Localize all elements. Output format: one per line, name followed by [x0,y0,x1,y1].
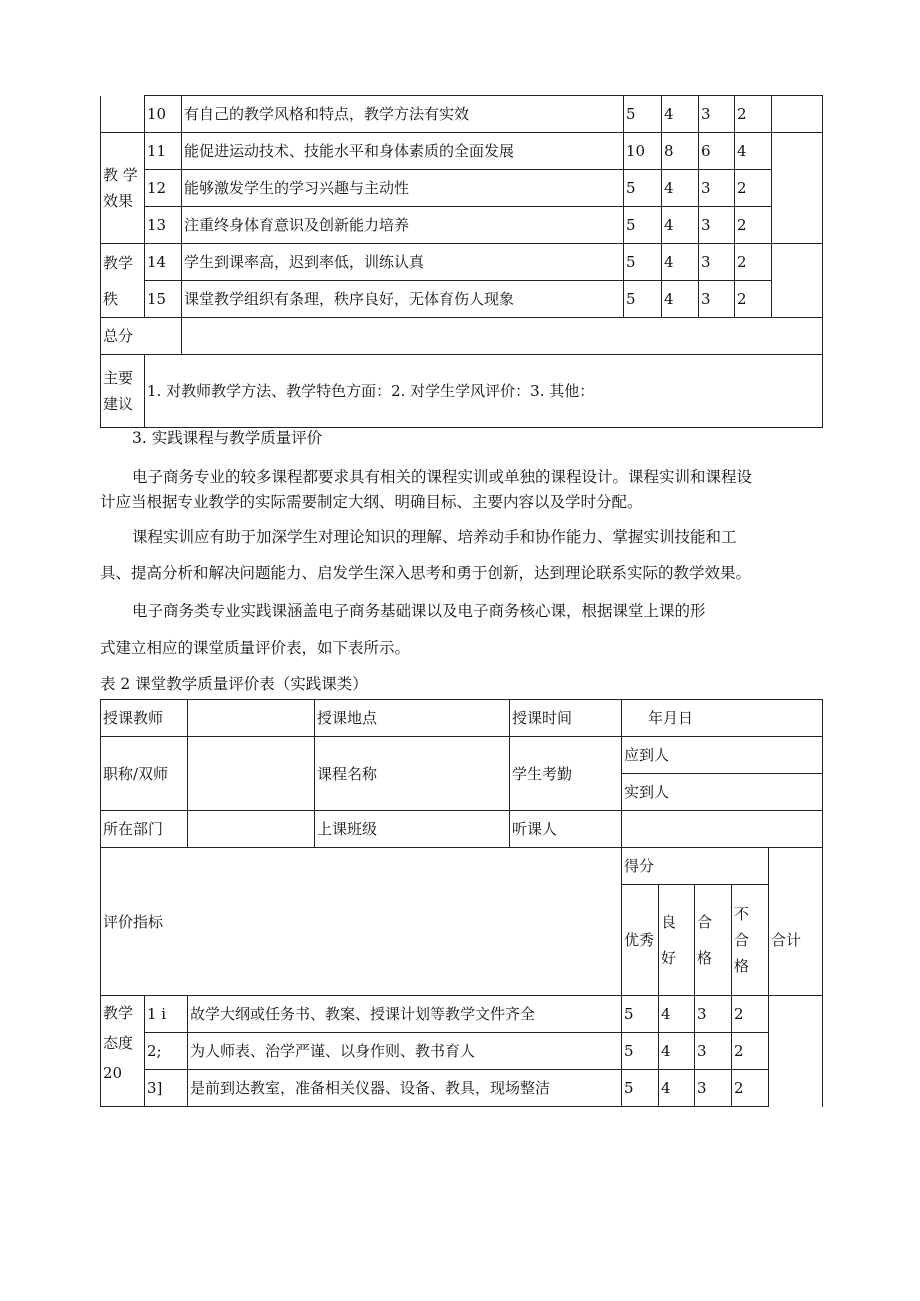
attendance-label: 学生考勤 [510,737,622,811]
row-number: 14 [145,244,182,281]
score-excellent: 5 [624,96,662,133]
table-row [101,207,823,244]
criterion-text: 能促进运动技术、技能水平和身体素质的全面发展 [182,133,624,170]
group-teaching-order [101,244,145,318]
row-number: 1 i [145,996,188,1033]
course-label: 课程名称 [315,737,510,811]
table-row [101,281,823,318]
score-fail: 2 [735,281,772,318]
actual-attend: 实到人 [622,774,823,811]
suggestion-label-line: 主要 [103,369,134,387]
score-good: 4 [659,1070,695,1107]
total-cell [772,133,823,244]
col-total: 合计 [769,885,823,996]
time-value: 年月日 [622,700,823,737]
score-good: 4 [659,996,695,1033]
score-pass: 3 [699,281,735,318]
group-cell [101,96,145,133]
location-label: 授课地点 [315,700,510,737]
score-fail: 2 [735,244,772,281]
row-number: 2; [145,1033,188,1070]
row-number: 3] [145,1070,188,1107]
col-good [659,885,695,996]
col-pass-line: 格 [697,949,713,967]
teacher-value [188,700,315,737]
total-cell [769,996,823,1107]
score-pass: 3 [699,96,735,133]
group-label-line: 教学 [103,253,134,272]
col-fail-line: 合 [734,931,750,949]
col-fail [732,885,769,996]
score-excellent: 5 [622,996,659,1033]
group-label-line: 20 [103,1064,123,1082]
score-fail: 2 [735,207,772,244]
score-good: 4 [662,207,699,244]
criterion-text: 故学大纲或任务书、教案、授课计划等教学文件齐全 [188,996,622,1033]
score-pass: 3 [699,170,735,207]
score-excellent: 5 [624,244,662,281]
score-pass: 3 [695,996,732,1033]
total-cell [772,244,823,318]
row-number: 10 [145,96,182,133]
class-label: 上课班级 [315,811,510,848]
suggestion-label-line: 建议 [103,395,134,413]
col-good-line: 良 [661,913,677,931]
score-excellent: 5 [624,170,662,207]
score-excellent: 10 [624,133,662,170]
score-good: 4 [662,281,699,318]
group-label-line: 态度 [103,1034,134,1052]
suggestion-label [101,355,145,428]
score-fail: 2 [735,170,772,207]
score-good: 4 [662,96,699,133]
group-label-line: 秩 [103,289,119,308]
teacher-label: 授课教师 [101,700,188,737]
score-good: 4 [662,170,699,207]
score-pass: 3 [699,207,735,244]
col-pass-line: 合 [697,913,713,931]
score-pass: 3 [695,1070,732,1107]
table-row [101,1033,823,1070]
table-row [101,170,823,207]
score-good: 8 [662,133,699,170]
paragraph-line: 具、提高分析和解决问题能力、启发学生深入思考和勇于创新，达到理论联系实际的教学效果。 [100,564,752,582]
score-fail: 2 [732,996,769,1033]
paragraph-line: 电子商务专业的较多课程都要求具有相关的课程实训或单独的课程设计。课程实训和课程设 [132,468,753,486]
score-label: 得分 [622,848,769,885]
evaluation-table-continued [100,95,823,428]
score-good: 4 [659,1033,695,1070]
paragraph-line: 电子商务类专业实践课涵盖电子商务基础课以及电子商务核心课，根据课堂上课的形 [132,602,706,620]
col-fail-line: 不 [734,905,750,923]
table-row [101,811,823,848]
table-row [101,133,823,170]
section-heading: 3. 实践课程与教学质量评价 [132,429,323,447]
criterion-text: 有自己的教学风格和特点，教学方法有实效 [182,96,624,133]
table-row [101,737,823,774]
score-pass: 3 [699,244,735,281]
row-number: 15 [145,281,182,318]
score-pass: 3 [695,1033,732,1070]
criterion-text: 能够激发学生的学习兴趣与主动性 [182,170,624,207]
criterion-text: 学生到课率高，迟到率低，训练认真 [182,244,624,281]
score-fail: 2 [732,1070,769,1107]
suggestion-text: 1. 对教师教学方法、教学特色方面：2. 对学生学风评价：3. 其他： [145,355,823,428]
group-teaching-attitude [101,996,145,1107]
table-header-row [101,848,823,885]
row-number: 13 [145,207,182,244]
dept-value [188,811,315,848]
table-row [101,1070,823,1107]
title-value [188,737,315,811]
group-label-line: 教学 [103,1004,134,1022]
title-label: 职称/双师 [101,737,188,811]
group-label-line: 效果 [103,192,134,210]
criterion-text: 是前到达教室，准备相关仪器、设备、教具，现场整洁 [188,1070,622,1107]
table-row-total [101,318,823,355]
score-excellent: 5 [622,1033,659,1070]
table-row [101,996,823,1033]
paragraph-line: 课程实训应有助于加深学生对理论知识的理解、培养动手和协作能力、掌握实训技能和工 [132,528,737,546]
col-excellent: 优秀 [622,885,659,996]
score-excellent: 5 [624,207,662,244]
total-label: 总分 [101,318,182,355]
score-pass: 6 [699,133,735,170]
row-number: 11 [145,133,182,170]
time-label: 授课时间 [510,700,622,737]
score-blank [769,848,823,885]
table-row [101,700,823,737]
criterion-text: 课堂教学组织有条理，秩序良好，无体育伤人现象 [182,281,624,318]
paragraph-line: 计应当根据专业教学的实际需要制定大纲、明确目标、主要内容以及学时分配。 [100,493,643,511]
score-fail: 2 [732,1033,769,1070]
listener-value [622,811,823,848]
score-excellent: 5 [624,281,662,318]
score-good: 4 [662,244,699,281]
criterion-text: 注重终身体育意识及创新能力培养 [182,207,624,244]
paragraph-line: 式建立相应的课堂质量评价表，如下表所示。 [100,639,411,657]
table-row [101,244,823,281]
score-fail: 4 [735,133,772,170]
group-label-line: 教 学 [103,166,138,184]
score-excellent: 5 [622,1070,659,1107]
should-attend: 应到人 [622,737,823,774]
group-teaching-effect [101,133,145,244]
col-pass [695,885,732,996]
practice-evaluation-table [100,699,823,1107]
criterion-text: 为人师表、治学严谨、以身作则、教书育人 [188,1033,622,1070]
score-fail: 2 [735,96,772,133]
total-value [182,318,823,355]
table-row-suggestion [101,355,823,428]
listener-label: 听课人 [510,811,622,848]
indicator-label: 评价指标 [101,848,622,996]
table-caption: 表 2 课堂教学质量评价表（实践课类） [100,675,368,693]
total-cell [772,96,823,133]
row-number: 12 [145,170,182,207]
col-good-line: 好 [661,949,677,967]
col-fail-line: 格 [734,957,750,975]
dept-label: 所在部门 [101,811,188,848]
table-row [101,96,823,133]
